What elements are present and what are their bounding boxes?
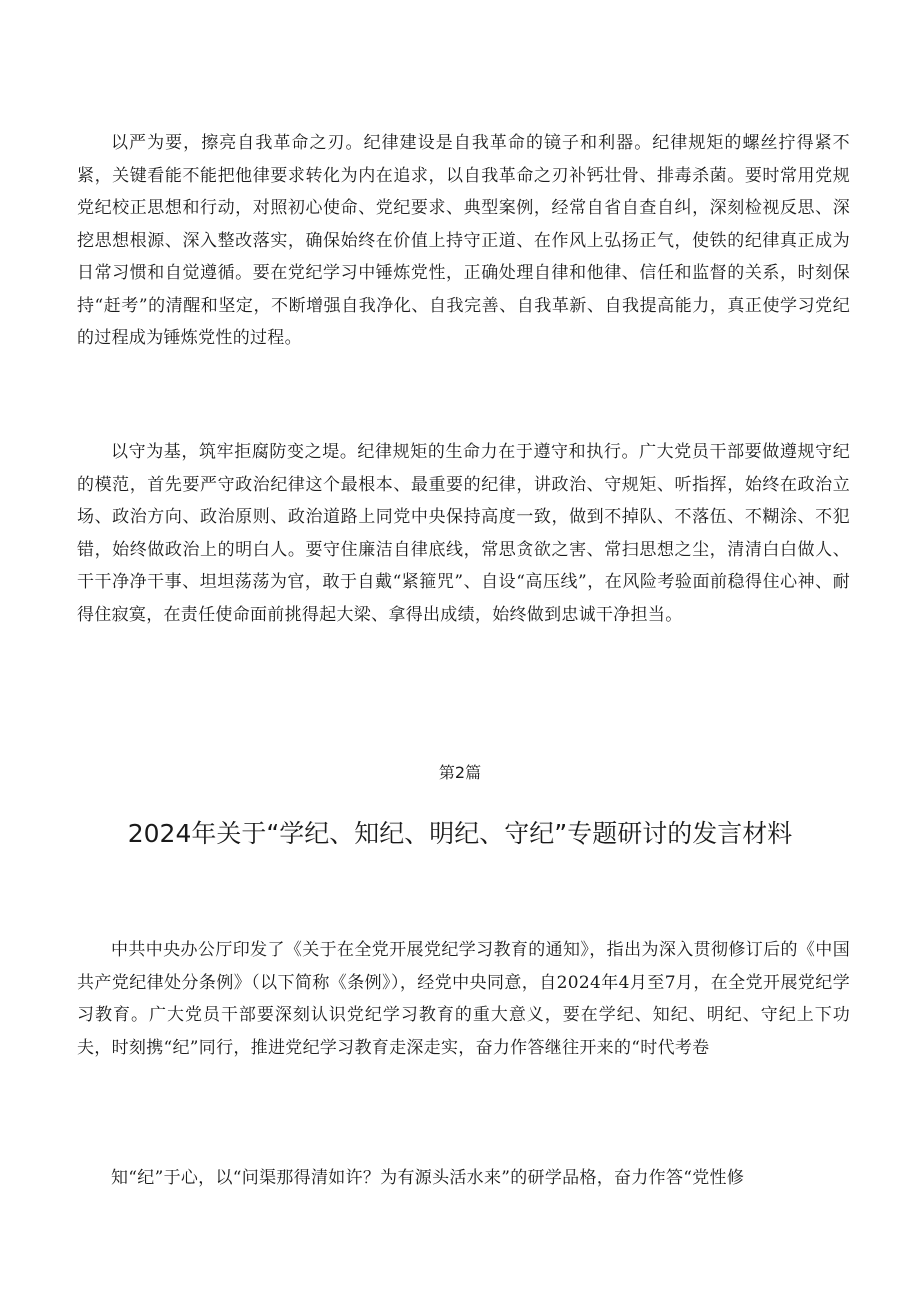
paragraph-intro: 中共中央办公厅印发了《关于在全党开展党纪学习教育的通知》，指出为深入贯彻修订后的《中国共产党纪律处分条例》（以下简称《条例》），经党中央同意，自2024年4月至7月，在全党开展党纪学习教育。广大党员干部要深刻认识党纪学习教育的重大意义，要在学纪、知纪、明纪、守纪上下功夫，时刻携“纪”同行，推进党纪学习教育走深走实，奋力作答继往开来的“时代考卷 xyxy=(77,940,850,1058)
article-title: 2024年关于“学纪、知纪、明纪、守纪”专题研讨的发言材料 xyxy=(127,819,793,848)
paragraph-discipline-keep: 以守为基，筑牢拒腐防变之堤。纪律规矩的生命力在于遵守和执行。广大党员干部要做遵规守纪的模范，首先要严守政治纪律这个最根本、最重要的纪律，讲政治、守规矩、听指挥，始终在政治立场、政治方向、政治原则、政治道路上同党中央保持高度一致，做到不掉队、不落伍、不糊涂、不犯错，始终做政治上的明白人。要守住廉洁自律底线，常思贪欲之害、常扫思想之尘，清清白白做人、干干净净干事、坦坦荡荡为官，敢于自戴“紧箍咒”、自设“高压线”，在风险考验面前稳得住心神、耐得住寂寞，在责任使命面前挑得起大梁、拿得出成绩，始终做到忠诚干净担当。 xyxy=(77,442,850,625)
paragraph-discipline-strict: 以严为要，擦亮自我革命之刃。纪律建设是自我革命的镜子和利器。纪律规矩的螺丝拧得紧不紧，关键看能不能把他律要求转化为内在追求，以自我革命之刃补钙壮骨、排毒杀菌。要时常用党规党纪校正思想和行动，对照初心使命、党纪要求、典型案例，经常自省自查自纠，深刻检视反思、深挖思想根源、深入整改落实，确保始终在价值上持守正道、在作风上弘扬正气，使铁的纪律真正成为日常习惯和自觉遵循。要在党纪学习中锤炼党性，正确处理自律和他律、信任和监督的关系，时刻保持“赶考”的清醒和坚定，不断增强自我净化、自我完善、自我革新、自我提高能力，真正使学习党纪的过程成为锤炼党性的过程。 xyxy=(77,133,850,348)
section-label: 第2篇 xyxy=(438,763,482,782)
paragraph-know-discipline: 知“纪”于心，以“问渠那得清如许？为有源头活水来”的研学品格，奋力作答“党性修 xyxy=(111,1168,745,1188)
